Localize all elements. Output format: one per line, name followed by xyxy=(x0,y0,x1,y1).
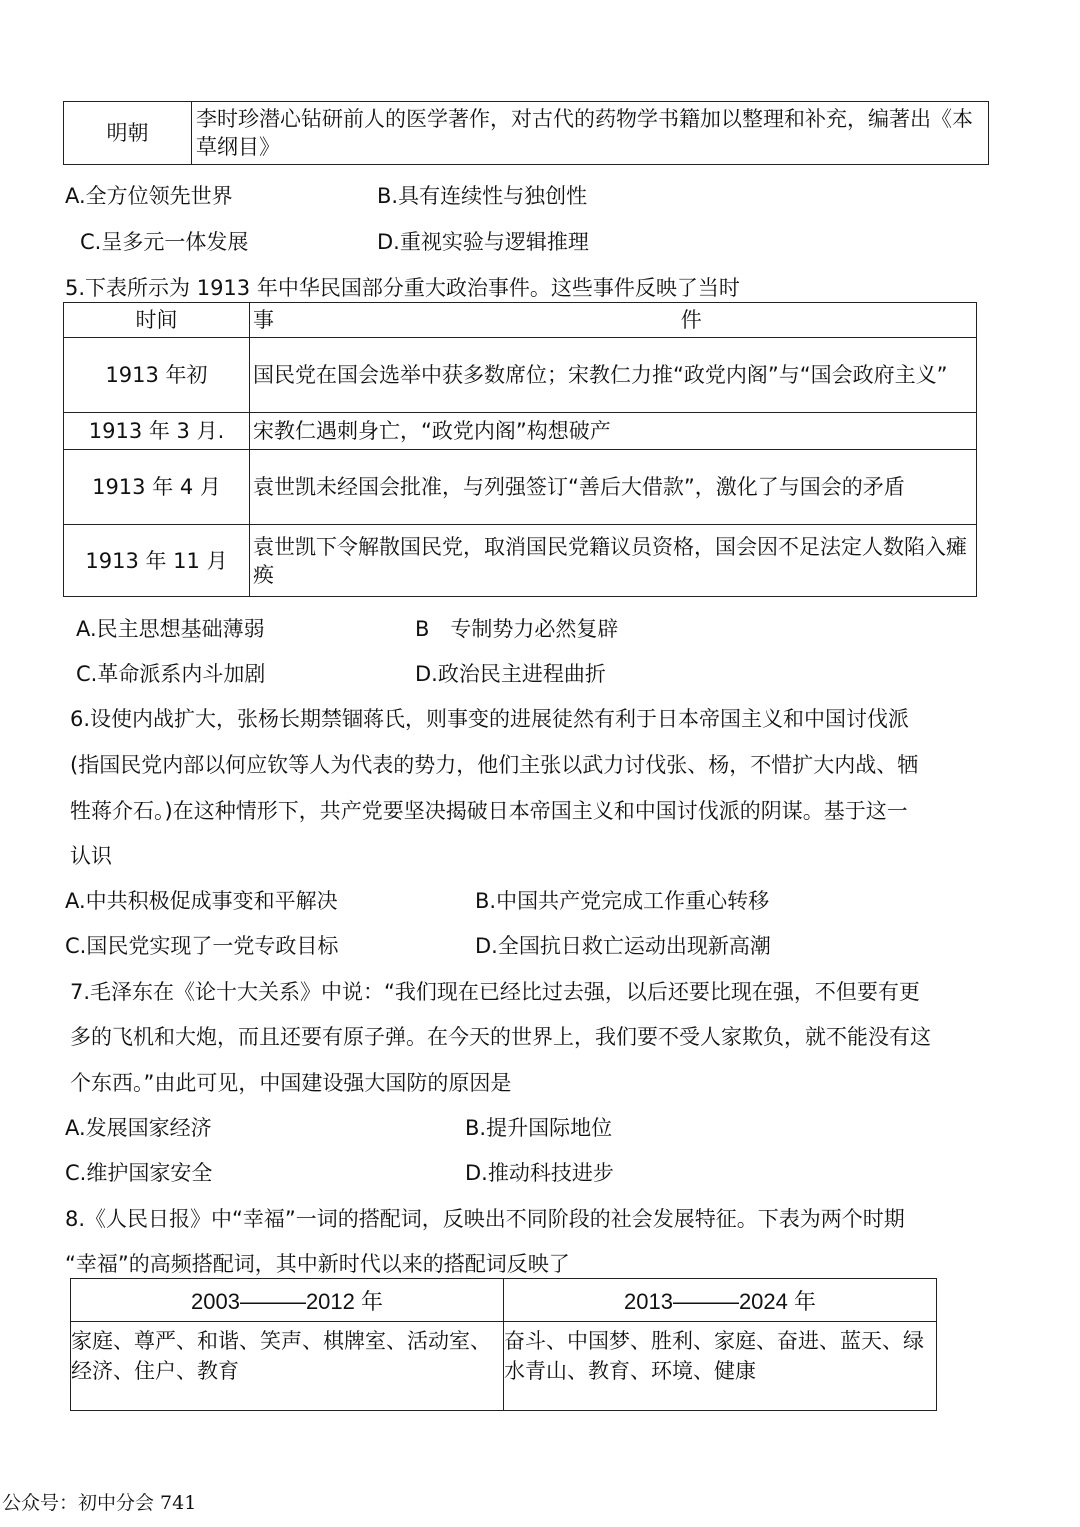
ming-dynasty-table xyxy=(63,101,989,165)
q4-option-b: B.具有连续性与独创性 xyxy=(377,184,588,208)
row-time: 1913 年初 xyxy=(64,338,250,413)
happiness-collocations-table xyxy=(70,1278,937,1411)
q7-option-d: D.推动科技进步 xyxy=(465,1161,614,1185)
q6-option-b: B.中国共产党完成工作重心转移 xyxy=(475,889,770,913)
row-event: 宋教仁遇刺身亡，“政党内阁”构想破产 xyxy=(250,413,977,450)
row-event: 袁世凯未经国会批准，与列强签订“善后大借款”，激化了与国会的矛盾 xyxy=(250,450,977,525)
collocations-2013-2024: 奋斗、中国梦、胜利、家庭、奋进、蓝天、绿水青山、教育、环境、健康 xyxy=(504,1322,937,1411)
q4-option-a: A.全方位领先世界 xyxy=(65,184,233,208)
footer-note: 公众号：初中分会 741 xyxy=(2,1492,197,1514)
header-event-char-1: 事 xyxy=(253,308,274,332)
q6-option-c: C.国民党实现了一党专政目标 xyxy=(65,934,339,958)
row-event: 袁世凯下令解散国民党，取消国民党籍议员资格，国会因不足法定人数陷入瘫痪 xyxy=(250,525,977,597)
dynasty-content-cell: 李时珍潜心钻研前人的医学著作，对古代的药物学书籍加以整理和补充，编著出《本草纲目》 xyxy=(192,102,989,165)
q7-line-1: 7.毛泽东在《论十大关系》中说：“我们现在已经比过去强，以后还要比现在强，不但要有更 xyxy=(70,980,920,1004)
q6-line-1: 6.设使内战扩大，张杨长期禁锢蒋氏，则事变的进展徒然有利于日本帝国主义和中国讨伐派 xyxy=(70,707,910,731)
collocations-2003-2012: 家庭、尊严、和谐、笑声、棋牌室、活动室、经济、住户、教育 xyxy=(71,1322,504,1411)
row-event: 国民党在国会选举中获多数席位；宋教仁力推“政党内阁”与“国会政府主义” xyxy=(250,338,977,413)
row-time: 1913 年 3 月. xyxy=(64,413,250,450)
q5-option-d: D.政治民主进程曲折 xyxy=(415,662,606,686)
row-time: 1913 年 4 月 xyxy=(64,450,250,525)
q6-line-2: (指国民党内部以何应钦等人为代表的势力，他们主张以武力讨伐张、杨，不惜扩大内战、牺 xyxy=(70,753,919,777)
q5-stem: 5.下表所示为 1913 年中华民国部分重大政治事件。这些事件反映了当时 xyxy=(65,276,740,300)
q6-line-4: 认识 xyxy=(70,844,112,868)
q7-option-b: B.提升国际地位 xyxy=(465,1116,613,1140)
events-1913-table xyxy=(63,302,977,597)
q5-option-c: C.革命派系内斗加剧 xyxy=(76,662,266,686)
q5-option-b: B 专制势力必然复辟 xyxy=(415,617,619,641)
q7-option-a: A.发展国家经济 xyxy=(65,1116,212,1140)
q7-option-c: C.维护国家安全 xyxy=(65,1161,213,1185)
q6-option-d: D.全国抗日救亡运动出现新高潮 xyxy=(475,934,771,958)
header-period-2013-2024: 2013———2024 年 xyxy=(504,1279,937,1322)
q8-line-2: “幸福”的高频搭配词，其中新时代以来的搭配词反映了 xyxy=(65,1252,570,1276)
q4-option-d: D.重视实验与逻辑推理 xyxy=(377,230,589,254)
q7-line-2: 多的飞机和大炮，而且还要有原子弹。在今天的世界上，我们要不受人家欺负，就不能没有这 xyxy=(70,1025,931,1049)
q8-line-1: 8.《人民日报》中“幸福”一词的搭配词，反映出不同阶段的社会发展特征。下表为两个时期 xyxy=(65,1207,905,1231)
q7-line-3: 个东西。”由此可见，中国建设强大国防的原因是 xyxy=(70,1071,512,1095)
header-period-2003-2012: 2003———2012 年 xyxy=(71,1279,504,1322)
q4-option-c: C.呈多元一体发展 xyxy=(80,230,249,254)
header-time: 时间 xyxy=(64,303,250,338)
q5-option-a: A.民主思想基础薄弱 xyxy=(76,617,265,641)
dynasty-cell: 明朝 xyxy=(64,102,192,165)
header-event xyxy=(250,303,977,338)
row-time: 1913 年 11 月 xyxy=(64,525,250,597)
header-event-char-2: 件 xyxy=(680,308,702,332)
q6-option-a: A.中共积极促成事变和平解决 xyxy=(65,889,338,913)
q6-line-3: 牲蒋介石。)在这种情形下，共产党要坚决揭破日本帝国主义和中国讨伐派的阴谋。基于这一 xyxy=(70,799,908,823)
